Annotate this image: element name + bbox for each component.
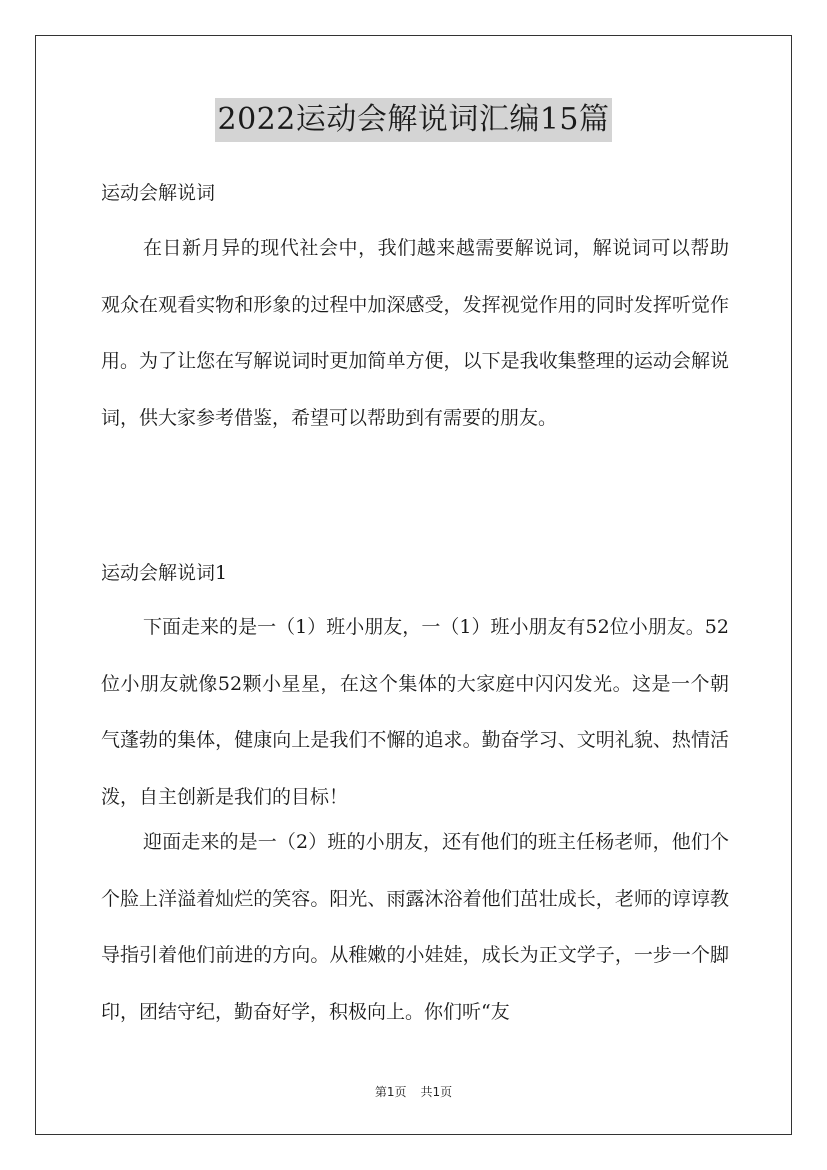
document-title: 2022运动会解说词汇编15篇 — [215, 98, 611, 142]
page-footer — [0, 1083, 827, 1100]
title-container — [0, 98, 827, 142]
section1-paragraph-2: 迎面走来的是一（2）班的小朋友，还有他们的班主任杨老师，他们个个脸上洋溢着灿烂的笑容。阳光、雨露沐浴着他们茁壮成长，老师的谆谆教导指引着他们前进的方向。从稚嫩的小娃娃，成长为正文学子，一步一个脚印，团结守纪，勤奋好学，积极向上。你们听“友 — [101, 831, 729, 1023]
page-number-current: 第1页 — [374, 1085, 407, 1099]
intro-paragraph: 在日新月异的现代社会中，我们越来越需要解说词，解说词可以帮助观众在观看实物和形象的过程中加深感受，发挥视觉作用的同时发挥听觉作用。为了让您在写解说词时更加简单方便，以下是我收集整理的运动会解说词，供大家参考借鉴，希望可以帮助到有需要的朋友。 — [101, 237, 729, 429]
section1-paragraph-1: 下面走来的是一（1）班小朋友，一（1）班小朋友有52位小朋友。52位小朋友就像52颗小星星，在这个集体的大家庭中闪闪发光。这是一个朝气蓬勃的集体，健康向上是我们不懈的追求。勤奋学习、文明礼貌、热情活泼，自主创新是我们的目标！ — [101, 616, 729, 808]
intro-heading: 运动会解说词 — [101, 182, 216, 204]
section1-heading: 运动会解说词1 — [101, 562, 228, 584]
page-number-total: 共1页 — [420, 1085, 453, 1099]
